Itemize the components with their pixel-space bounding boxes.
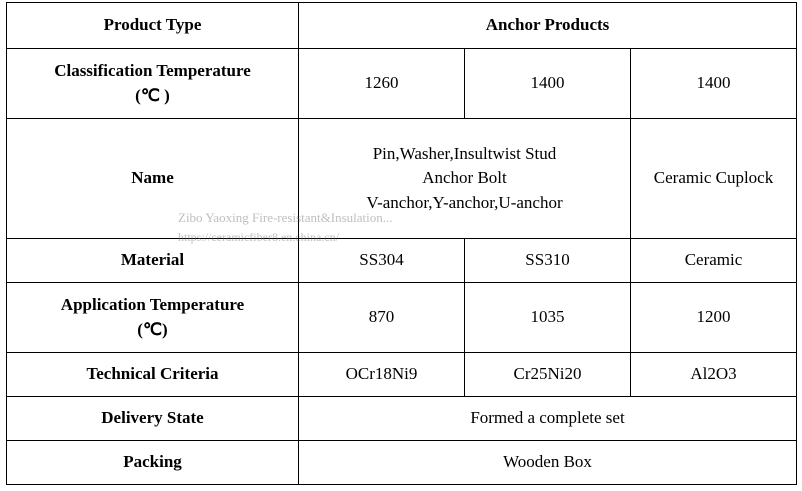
cell-material-b: SS310 — [465, 239, 631, 283]
name-line-2: Anchor Bolt — [422, 168, 507, 188]
table-row-name — [7, 119, 797, 239]
cell-material-a: SS304 — [299, 239, 465, 283]
cell-technical-criteria-b: Cr25Ni20 — [465, 353, 631, 397]
name-line-3: V-anchor,Y-anchor,U-anchor — [366, 192, 563, 212]
table-row-product-type — [7, 3, 797, 49]
cell-product-type-label: Product Type — [7, 3, 299, 49]
product-spec-table — [6, 2, 797, 485]
cell-classification-temperature-a: 1260 — [299, 49, 465, 119]
table-row-delivery-state — [7, 397, 797, 441]
cell-classification-temperature-label — [7, 49, 299, 119]
name-line-1: Pin,Washer,Insultwist Stud — [372, 143, 557, 163]
cell-application-temperature-c: 1200 — [631, 283, 797, 353]
cell-application-temperature-label — [7, 283, 299, 353]
cell-technical-criteria-a: OCr18Ni9 — [299, 353, 465, 397]
cell-application-temperature-a: 870 — [299, 283, 465, 353]
cell-technical-criteria-c: Al2O3 — [631, 353, 797, 397]
cell-name-label: Name — [7, 119, 299, 239]
cell-packing-label: Packing — [7, 441, 299, 485]
application-temperature-line1: Application Temperature — [60, 294, 245, 314]
cell-classification-temperature-c: 1400 — [631, 49, 797, 119]
cell-technical-criteria-label: Technical Criteria — [7, 353, 299, 397]
watermark-url: https://ceramicfiber8.en.china.cn/ — [178, 229, 339, 244]
table-row-packing — [7, 441, 797, 485]
cell-classification-temperature-b: 1400 — [465, 49, 631, 119]
cell-delivery-state-value: Formed a complete set — [299, 397, 797, 441]
application-temperature-line2: (℃) — [137, 319, 168, 339]
cell-material-label: Material — [7, 239, 299, 283]
table-row-classification-temperature — [7, 49, 797, 119]
cell-application-temperature-b: 1035 — [465, 283, 631, 353]
cell-name-ceramic-cuplock: Ceramic Cuplock — [631, 119, 797, 239]
cell-delivery-state-label: Delivery State — [7, 397, 299, 441]
table-row-technical-criteria — [7, 353, 797, 397]
cell-packing-value: Wooden Box — [299, 441, 797, 485]
classification-temperature-line2: (℃ ) — [135, 85, 170, 105]
table-row-application-temperature — [7, 283, 797, 353]
watermark-company: Zibo Yaoxing Fire-resistant&Insulation... — [178, 210, 393, 225]
classification-temperature-line1: Classification Temperature — [54, 60, 251, 80]
table-row-material — [7, 239, 797, 283]
cell-name-values — [299, 119, 631, 239]
document-page — [0, 2, 802, 491]
cell-material-c: Ceramic — [631, 239, 797, 283]
cell-anchor-products: Anchor Products — [299, 3, 797, 49]
